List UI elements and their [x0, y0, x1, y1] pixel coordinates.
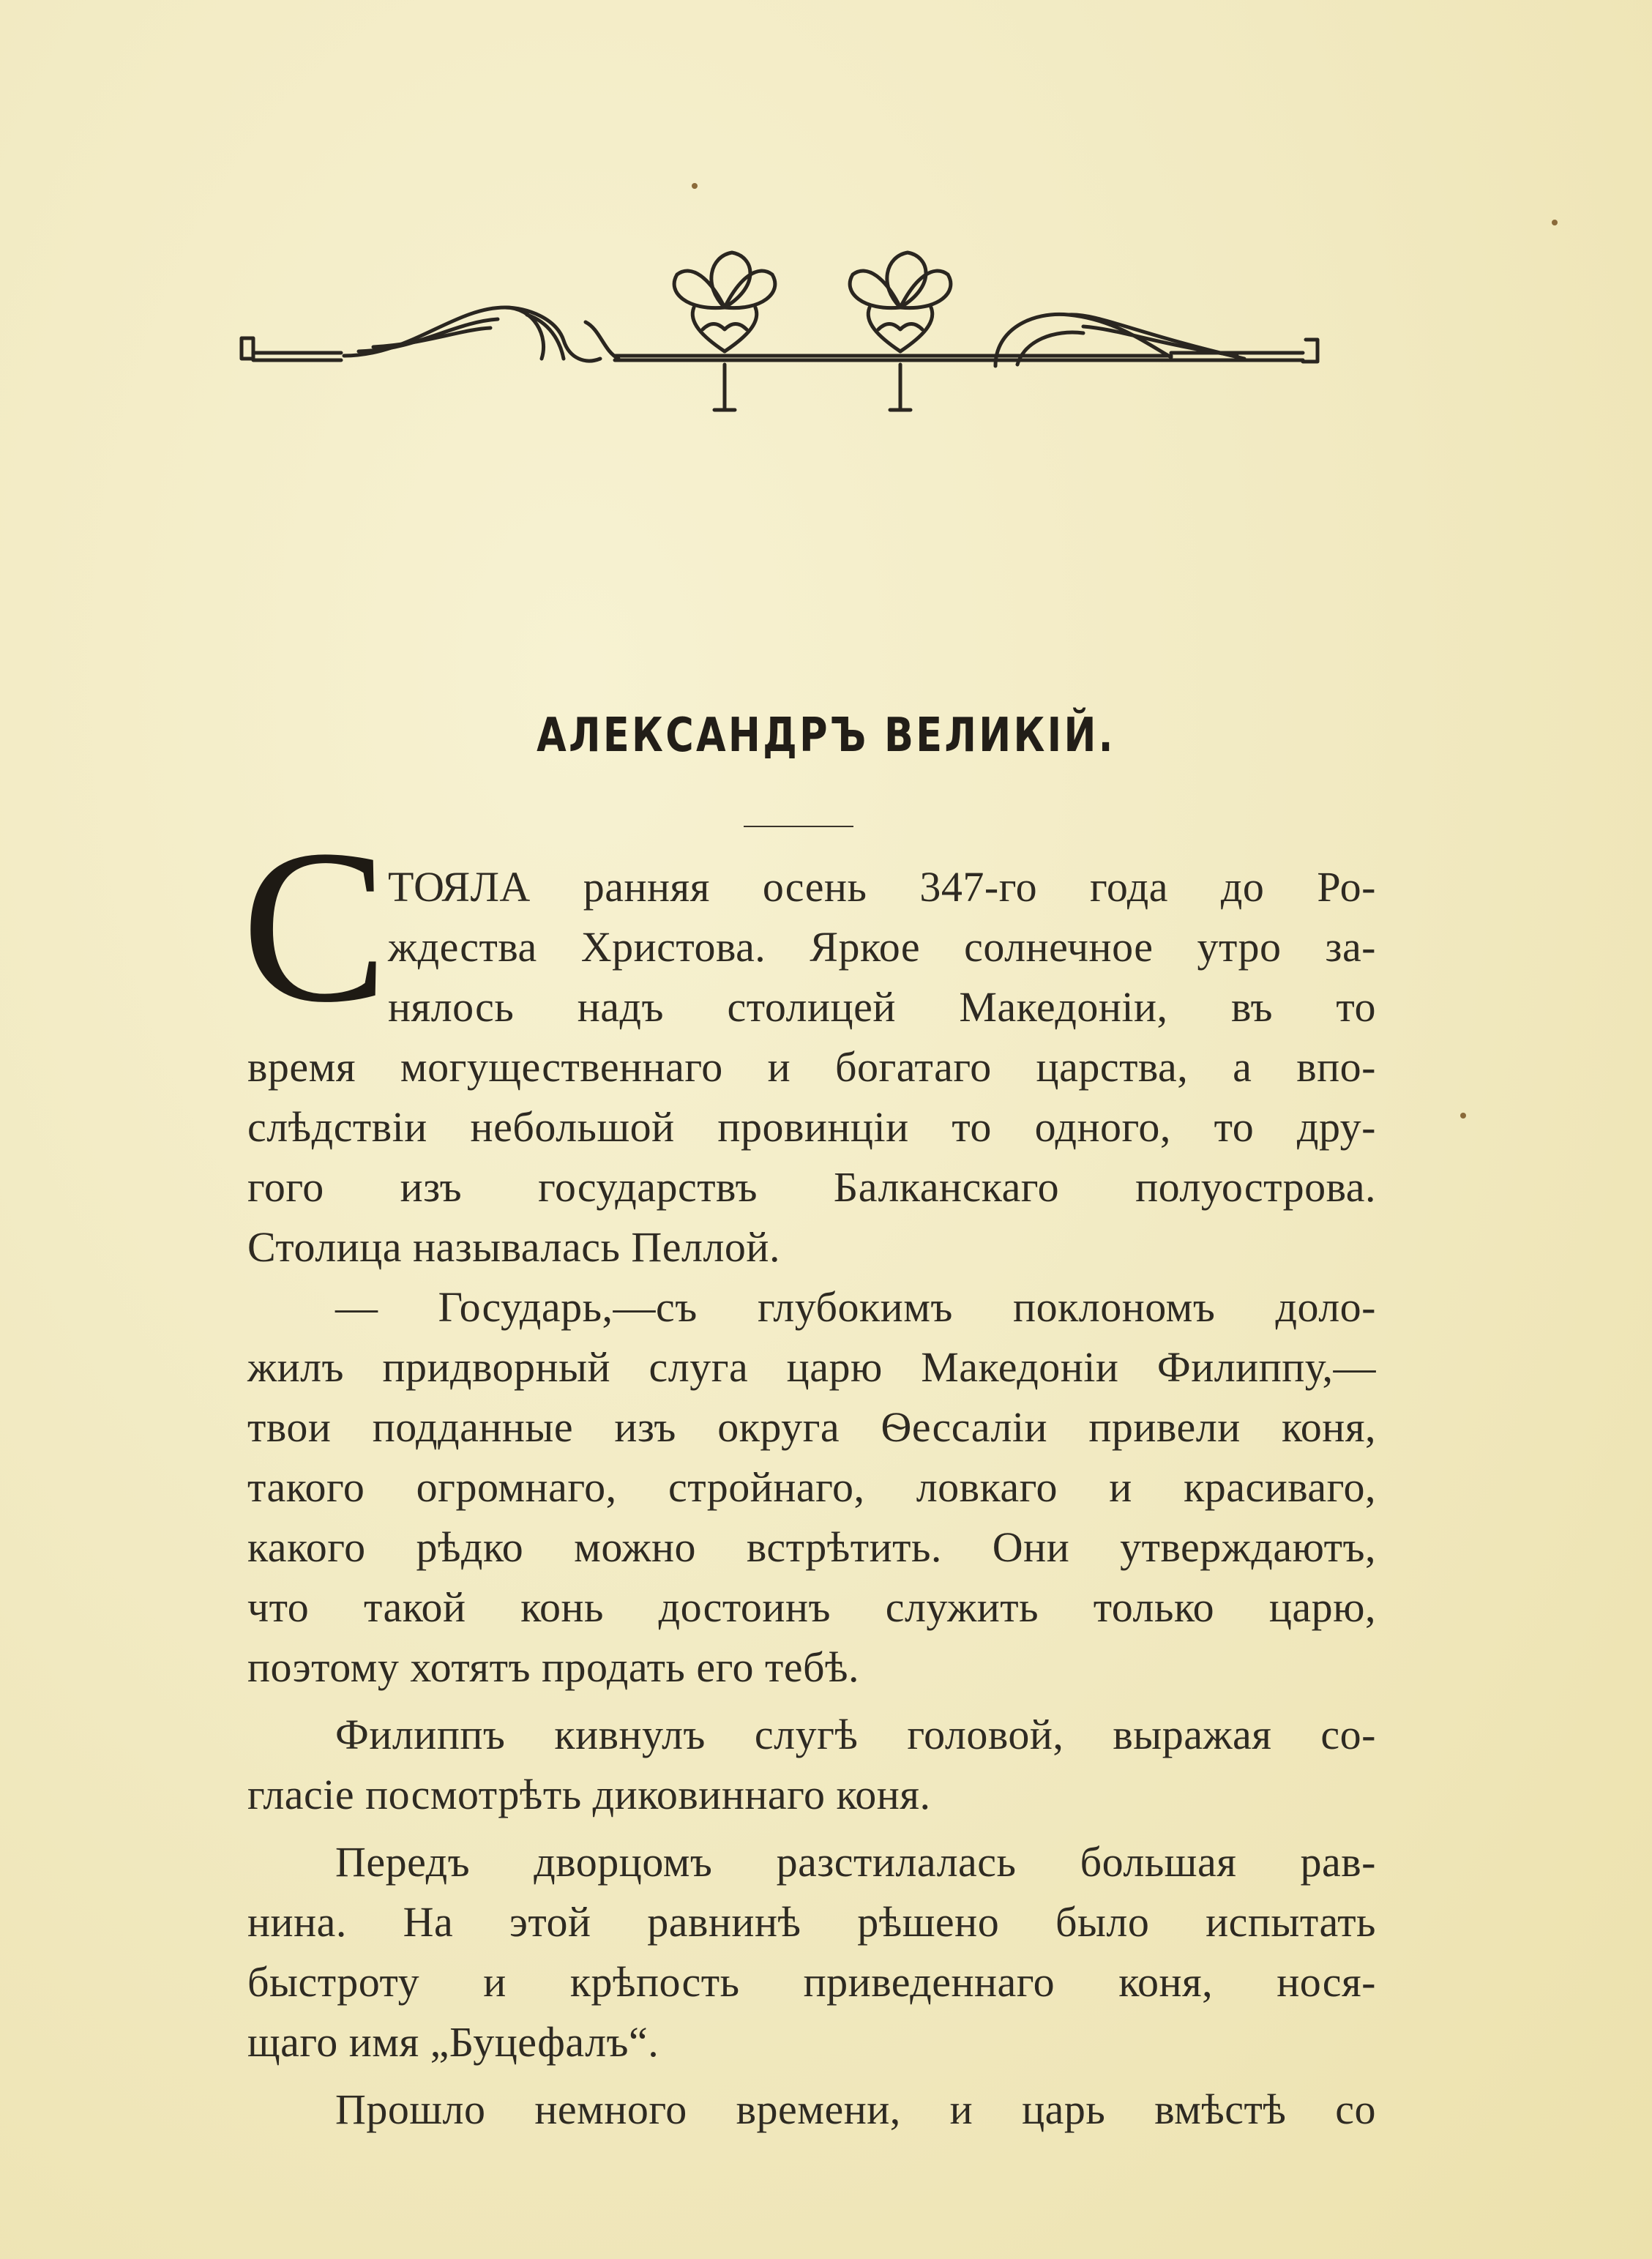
text-line: слѣдствіи небольшой провинціи то одного, то дру- — [247, 1103, 1376, 1151]
text-line: гласіе посмотрѣть диковиннаго коня. — [247, 1771, 931, 1818]
text-line: ТОЯЛА ранняя осень 347-го года до Ро- — [388, 863, 1376, 911]
text-line: Прошло немного времени, и царь вмѣстѣ со — [335, 2086, 1376, 2133]
text-line: щаго имя „Буцефалъ“. — [247, 2018, 659, 2066]
text-line: жилъ придворный слуга царю Македоніи Филиппу,— — [247, 1343, 1376, 1391]
text-line: какого рѣдко можно встрѣтить. Они утверждаютъ, — [247, 1523, 1376, 1571]
text-line: Передъ дворцомъ разстилалась большая рав- — [335, 1838, 1376, 1886]
paper-speck — [1460, 1113, 1466, 1119]
text-line: Столица называлась Пеллой. — [247, 1223, 780, 1271]
text-line: поэтому хотятъ продать его тебѣ. — [247, 1643, 860, 1691]
text-line: твои подданные изъ округа Ѳессаліи привели коня, — [247, 1403, 1376, 1451]
chapter-title: АЛЕКСАНДРЪ ВЕЛИКІЙ. — [537, 709, 1115, 763]
paper-speck — [692, 183, 698, 189]
text-line: — Государь,—съ глубокимъ поклономъ доло- — [335, 1283, 1376, 1331]
text-line: время могущественнаго и богатаго царства, а впо- — [247, 1043, 1376, 1091]
paper-speck — [1552, 220, 1558, 225]
text-line: быстроту и крѣпость приведеннаго коня, нося- — [247, 1958, 1376, 2006]
text-line: такого огромнаго, стройнаго, ловкаго и красиваго, — [247, 1463, 1376, 1511]
drop-cap: С — [242, 804, 389, 1048]
text-line: нина. На этой равнинѣ рѣшено было испытать — [247, 1898, 1376, 1946]
text-line: Филиппъ кивнулъ слугѣ головой, выражая со- — [335, 1711, 1376, 1758]
text-line: что такой конь достоинъ служить только царю, — [247, 1583, 1376, 1631]
text-line: гого изъ государствъ Балканскаго полуострова. — [247, 1163, 1376, 1211]
text-line: ждества Христова. Яркое солнечное утро за- — [388, 923, 1376, 971]
text-line: нялось надъ столицей Македоніи, въ то — [388, 983, 1376, 1031]
